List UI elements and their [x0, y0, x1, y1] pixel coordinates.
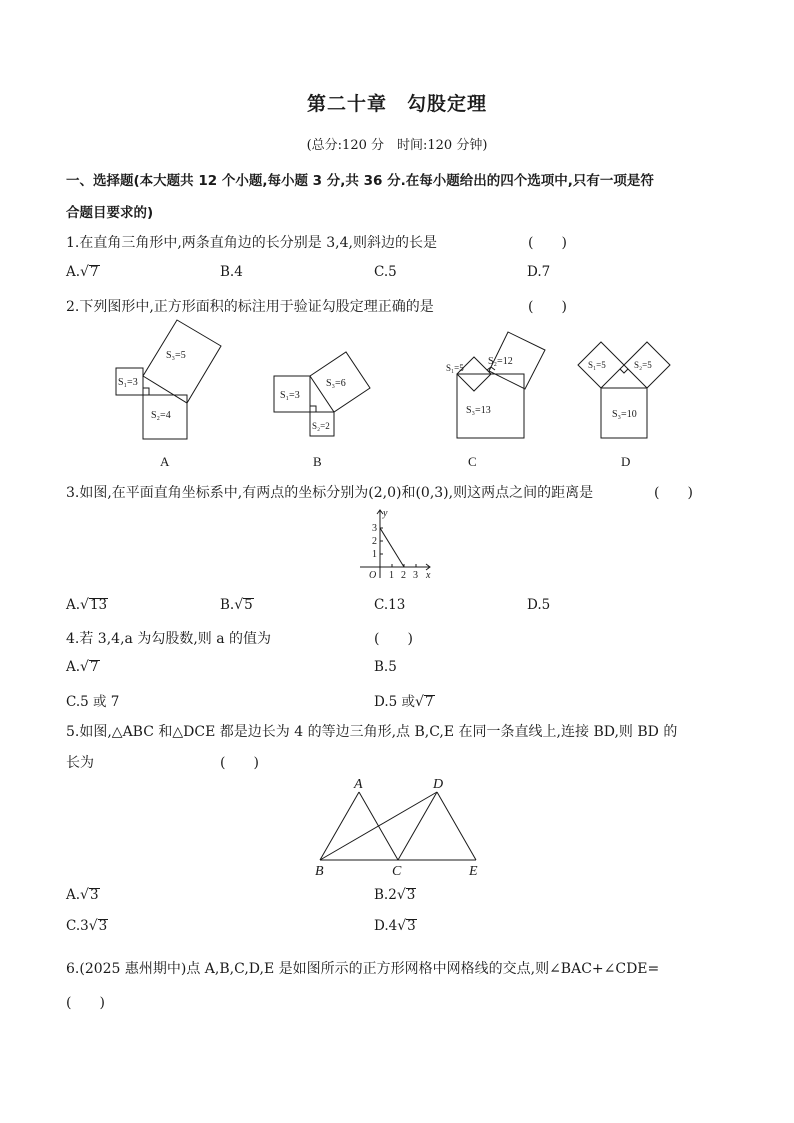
side-dc	[398, 792, 437, 860]
y-tick-3: 3	[372, 523, 377, 534]
q3-option-a	[66, 597, 108, 613]
q5-answer-paren: ( )	[220, 755, 259, 771]
q4-option-d-prefix: D.5 或	[374, 694, 416, 710]
y-tick-1: 1	[372, 549, 377, 560]
square-s3	[143, 320, 221, 403]
q3-stem: 3.如图,在平面直角坐标系中,有两点的坐标分别为(2,0)和(0,3),则这两点之间的距离是	[66, 485, 594, 501]
q5-option-c	[66, 918, 108, 934]
fig-c-s3: S₃=13	[466, 405, 491, 416]
fig-d-s3: S₃=10	[612, 409, 637, 420]
right-angle-mark	[620, 369, 628, 373]
x-axis-label: x	[426, 570, 431, 581]
fig-b-label: B	[313, 454, 322, 469]
q1-option-c: C.5	[374, 264, 397, 280]
q5-option-b	[374, 887, 416, 903]
q3-option-b-radicand: 5	[244, 597, 253, 613]
q3-option-c: C.13	[374, 597, 406, 613]
point-d-label: D	[433, 777, 444, 792]
fig-b-s3: S₃=6	[326, 378, 346, 389]
q5-option-d	[374, 918, 417, 934]
q5-option-d-radicand: 3	[407, 918, 416, 934]
page-title: 第二十章 勾股定理	[306, 93, 487, 115]
exam-info: (总分:120 分 时间:120 分钟)	[306, 138, 488, 153]
side-ab	[320, 792, 359, 860]
q2-stem: 2.下列图形中,正方形面积的标注用于验证勾股定理正确的是	[66, 299, 434, 315]
fig-d-label: D	[621, 454, 631, 469]
q5-triangles-figure	[310, 774, 490, 880]
origin-label: O	[369, 570, 377, 581]
q3-answer-paren: ( )	[654, 485, 693, 501]
sqrt-symbol: √	[80, 887, 89, 903]
x-tick-2: 2	[401, 570, 406, 581]
q3-option-d: D.5	[527, 597, 551, 613]
section-heading-line1: 一、选择题(本大题共 12 个小题,每小题 3 分,共 36 分.在每小题给出的四个选项中,只有一项是符	[66, 173, 654, 189]
sqrt-symbol: √	[80, 597, 89, 613]
fig-c-label: C	[468, 454, 477, 469]
q1-option-a	[66, 264, 100, 280]
fig-d-s1: S₁=5	[588, 360, 606, 370]
q4-stem: 4.若 3,4,a 为勾股数,则 a 的值为	[66, 631, 272, 647]
sqrt-symbol: √	[80, 659, 89, 675]
x-tick-3: 3	[413, 570, 418, 581]
q2-figure-c	[457, 332, 545, 438]
q2-figure-d	[578, 342, 670, 438]
q5-stem-line1: 5.如图,△ABC 和△DCE 都是边长为 4 的等边三角形,点 B,C,E 在同一条直线上,连接 BD,则 BD 的	[66, 724, 678, 740]
q6-stem: 6.(2025 惠州期中)点 A,B,C,D,E 是如图所示的正方形网格中网格线的交点,则∠BAC+∠CDE=	[66, 961, 660, 977]
q4-option-a-prefix: A.	[66, 659, 81, 675]
x-tick-1: 1	[389, 570, 394, 581]
y-tick-2: 2	[372, 536, 377, 547]
q5-option-a	[66, 887, 100, 903]
q4-answer-paren: ( )	[374, 631, 413, 647]
sqrt-symbol: √	[234, 597, 244, 613]
q5-stem-line2: 长为	[66, 755, 94, 771]
q1-option-a-prefix: A.	[66, 264, 81, 280]
point-e-label: E	[469, 864, 478, 879]
q5-option-a-prefix: A.	[66, 887, 81, 903]
fig-d-s2: S₂=5	[634, 360, 652, 370]
q5-option-d-prefix: D.4	[374, 918, 398, 934]
q3-option-b-prefix: B.	[220, 597, 235, 613]
fig-a-s2: S₂=4	[151, 410, 171, 421]
fig-a-s3: S₃=5	[166, 350, 186, 361]
q5-option-b-radicand: 3	[406, 887, 416, 903]
q4-option-b: B.5	[374, 659, 397, 675]
q1-answer-paren: ( )	[528, 235, 567, 251]
sqrt-symbol: √	[80, 264, 89, 280]
q4-option-d-radicand: 7	[424, 694, 434, 710]
q1-option-b: B.4	[220, 264, 243, 280]
sqrt-symbol: √	[88, 918, 98, 934]
q2-figures	[100, 318, 700, 474]
q4-option-c: C.5 或 7	[66, 694, 120, 710]
sqrt-symbol: √	[415, 694, 424, 710]
fig-c-s2: S₂=12	[488, 356, 513, 367]
fig-b-s1: S₁=3	[280, 390, 300, 401]
section-heading-line2: 合题目要求的)	[66, 205, 154, 221]
segment-bd	[320, 792, 437, 860]
sqrt-symbol: √	[396, 887, 406, 903]
fig-a-s1: S₁=3	[118, 377, 138, 388]
q1-option-d: D.7	[527, 264, 551, 280]
q5-option-c-radicand: 3	[98, 918, 108, 934]
q5-option-a-radicand: 3	[89, 887, 99, 903]
right-angle-mark	[487, 367, 495, 370]
right-angle-mark	[310, 406, 316, 412]
q3-option-a-prefix: A.	[66, 597, 81, 613]
q1-option-a-radicand: 7	[89, 264, 99, 280]
segment	[380, 528, 404, 567]
q1-stem: 1.在直角三角形中,两条直角边的长分别是 3,4,则斜边的长是	[66, 235, 437, 251]
y-axis-label: y	[383, 508, 388, 519]
q4-option-d	[374, 690, 435, 710]
q4-option-a-radicand: 7	[89, 659, 99, 675]
point-c-label: C	[392, 864, 402, 879]
right-angle-mark	[143, 388, 149, 395]
q3-option-b	[220, 597, 254, 613]
q2-answer-paren: ( )	[528, 299, 567, 315]
q6-answer-paren: ( )	[66, 995, 105, 1011]
sqrt-symbol: √	[397, 918, 407, 934]
q4-option-a	[66, 659, 100, 675]
q5-option-b-prefix: B.2	[374, 887, 397, 903]
point-a-label: A	[354, 777, 363, 792]
fig-c-s1: S₁=5	[446, 363, 464, 373]
point-b-label: B	[315, 864, 324, 879]
q5-option-c-prefix: C.3	[66, 918, 89, 934]
q3-coordinate-graph	[356, 506, 436, 582]
q3-option-a-radicand: 13	[89, 597, 108, 613]
fig-a-label: A	[160, 454, 170, 469]
fig-b-s2: S₂=2	[312, 421, 330, 431]
side-de	[437, 792, 476, 860]
